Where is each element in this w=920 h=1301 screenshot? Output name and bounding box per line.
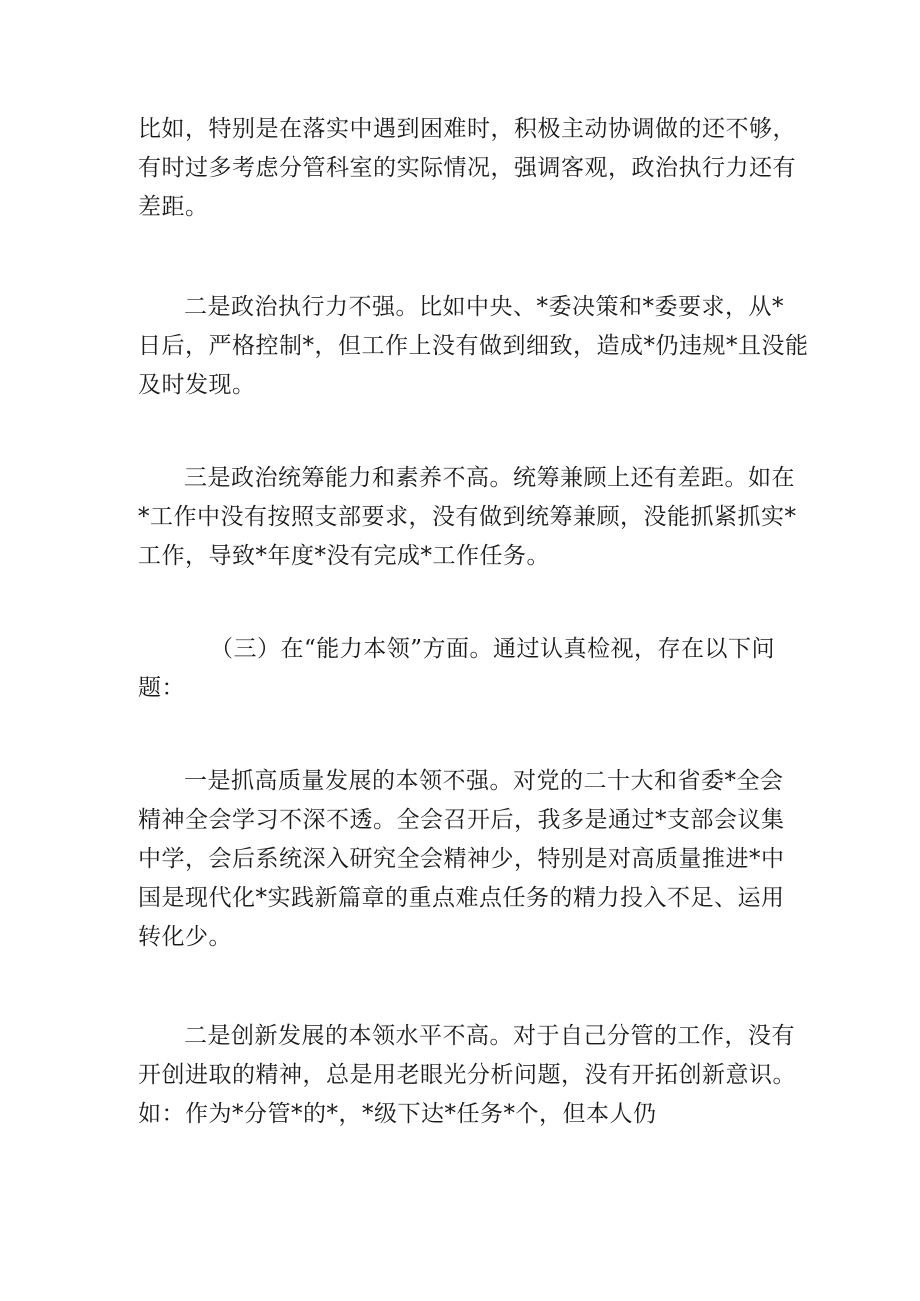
text-line: 工作，导致*年度*没有完成*工作任务。 bbox=[138, 543, 550, 569]
paragraph-4 bbox=[138, 630, 810, 708]
text-line: 二是创新发展的本领水平不高。对于自己分管的工作，没有 bbox=[184, 1023, 795, 1049]
text-line: 差距。 bbox=[138, 194, 209, 220]
text-line: 及时发现。 bbox=[138, 372, 256, 398]
text-line: 比如，特别是在落实中遇到困难时，积极主动协调做的还不够， bbox=[138, 116, 796, 142]
text-line: 二是政治执行力不强。比如中央、*委决策和*委要求，从* bbox=[184, 294, 784, 320]
paragraph-1 bbox=[138, 110, 810, 227]
paragraph-2 bbox=[138, 288, 810, 405]
text-line: 开创进取的精神，总是用老眼光分析问题，没有开拓创新意识。 bbox=[138, 1062, 796, 1088]
paragraph-6 bbox=[138, 1017, 810, 1134]
text-line: 题： bbox=[138, 675, 185, 701]
text-line: 转化少。 bbox=[138, 924, 232, 950]
text-line: 有时过多考虑分管科室的实际情况，强调客观，政治执行力还有 bbox=[138, 155, 796, 181]
text-line: 日后，严格控制*，但工作上没有做到细致，造成*仍违规*且没能 bbox=[138, 333, 809, 359]
text-line: 精神全会学习不深不透。全会召开后，我多是通过*支部会议集 bbox=[138, 807, 785, 833]
text-line: 中学，会后系统深入研究全会精神少，特别是对高质量推进*中 bbox=[138, 846, 785, 872]
paragraph-3 bbox=[138, 459, 810, 576]
text-line: 国是现代化*实践新篇章的重点难点任务的精力投入不足、运用 bbox=[138, 885, 785, 911]
text-line: *工作中没有按照支部要求，没有做到统筹兼顾，没能抓紧抓实* bbox=[138, 504, 797, 530]
paragraph-5 bbox=[138, 762, 810, 957]
text-line: 三是政治统筹能力和素养不高。统筹兼顾上还有差距。如在 bbox=[184, 465, 795, 491]
section-heading-line: （三）在“能力本领”方面。通过认真检视，存在以下问 bbox=[210, 636, 776, 662]
text-line: 一是抓高质量发展的本领不强。对党的二十大和省委*全会 bbox=[184, 768, 784, 794]
text-line: 如：作为*分管*的*，*级下达*任务*个，但本人仍 bbox=[138, 1101, 657, 1127]
